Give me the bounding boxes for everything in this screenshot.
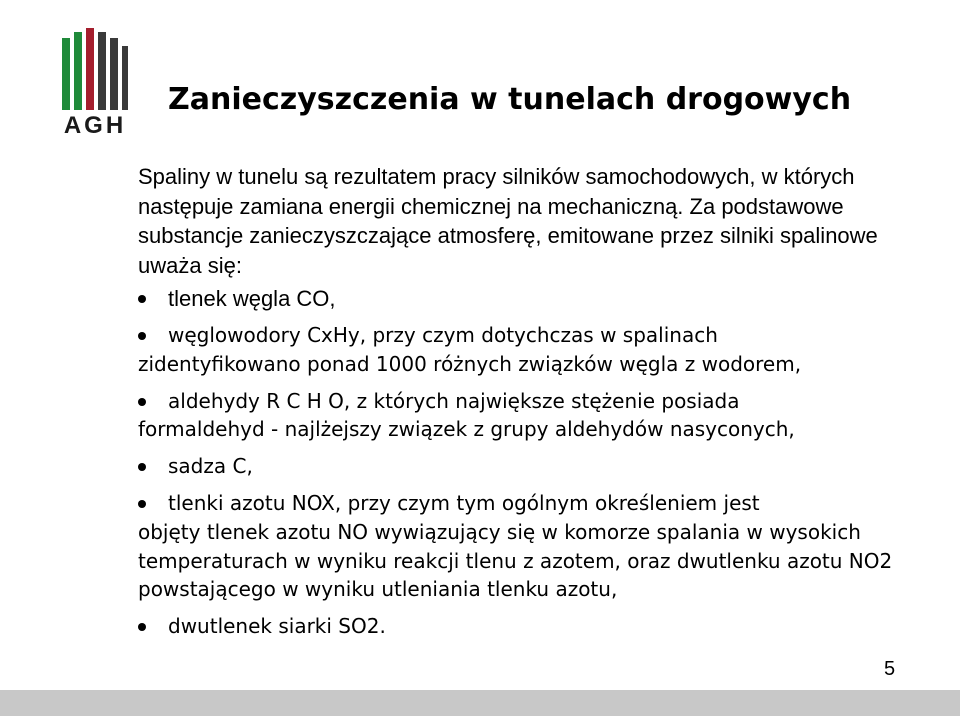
list-item-text: sadza C, bbox=[168, 454, 253, 479]
slide-title: Zanieczyszczenia w tunelach drogowych bbox=[168, 82, 852, 117]
list-item bbox=[138, 321, 938, 379]
list-item-text: dwutlenek siarki SO2. bbox=[168, 614, 386, 639]
bullet-dot-icon bbox=[138, 332, 146, 340]
bullet-dot-icon bbox=[138, 500, 146, 508]
list-item bbox=[138, 452, 938, 481]
pollutant-list bbox=[138, 284, 938, 649]
agh-logo-emblem-icon bbox=[60, 28, 130, 110]
agh-logo-text: AGH bbox=[63, 112, 127, 139]
list-item-text: tlenek węgla CO, bbox=[168, 286, 336, 311]
bullet-dot-icon bbox=[138, 295, 146, 303]
list-item bbox=[138, 489, 938, 604]
agh-logo bbox=[60, 28, 130, 138]
footer-bar bbox=[0, 690, 960, 716]
list-item bbox=[138, 612, 938, 641]
bullet-dot-icon bbox=[138, 463, 146, 471]
list-item-text: tlenki azotu NOX, przy czym tym ogólnym określeniem jest bbox=[168, 490, 760, 515]
list-item bbox=[138, 284, 938, 313]
list-item-continuation: objęty tlenek azotu NO wywiązujący się w komorze spalania w wysokich temperaturach w wyniku reakcji tlenu z azotem, oraz dwutlenku azotu NO2 powstającego w wyniku utleniania tlenku azotu, bbox=[138, 519, 893, 602]
list-item-continuation: zidentyfikowano ponad 1000 różnych związków węgla z wodorem, bbox=[138, 351, 802, 376]
page-number: 5 bbox=[884, 658, 896, 680]
intro-paragraph: Spaliny w tunelu są rezultatem pracy silników samochodowych, w których następuje zamiana energii chemicznej na mechaniczną. Za podstawowe substancje zanieczyszczające atmosferę, emitowane przez silniki spalinowe uważa się: bbox=[138, 164, 878, 278]
bullet-dot-icon bbox=[138, 623, 146, 631]
list-item bbox=[138, 387, 938, 445]
list-item-continuation: formaldehyd - najlżejszy związek z grupy aldehydów nasyconych, bbox=[138, 417, 795, 442]
list-item-text: aldehydy R C H O, z których największe stężenie posiada bbox=[168, 388, 740, 413]
list-item-text: węglowodory CxHy, przy czym dotychczas w spalinach bbox=[168, 323, 718, 347]
bullet-dot-icon bbox=[138, 398, 146, 406]
